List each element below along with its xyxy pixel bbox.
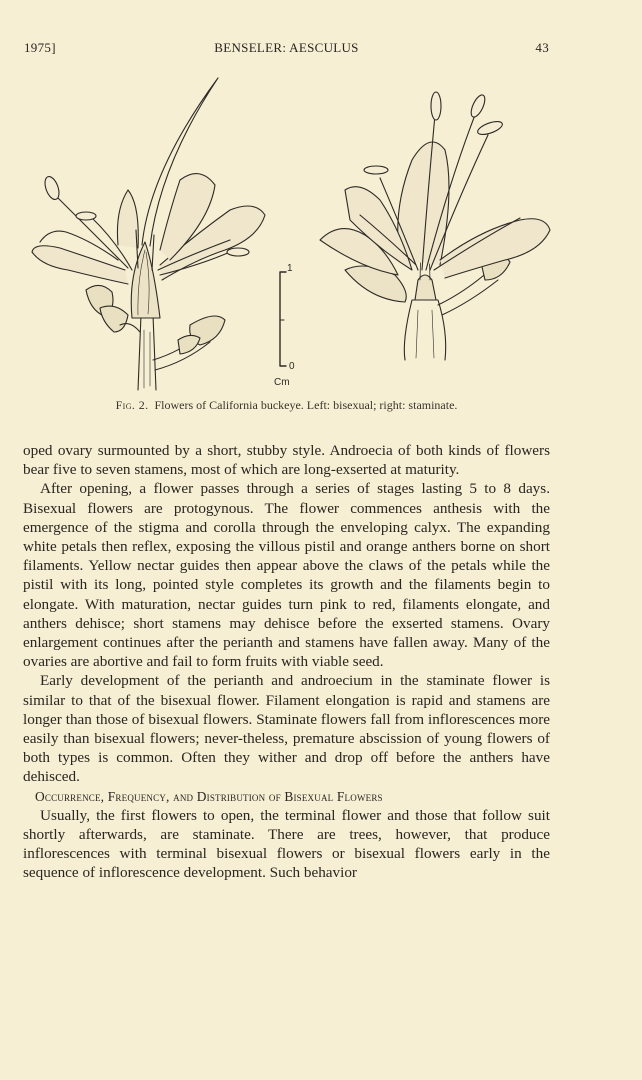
paragraph-4: Usually, the first flowers to open, the terminal flower and those that follow suit shortly afterwards, are staminate. There are trees, however, that produce inflorescences with terminal bisexual flowers or bisexual flowers early in the sequence of inflorescence development. Such behavior [23, 806, 550, 882]
figure-caption [24, 398, 549, 413]
figure-2 [20, 70, 560, 400]
section-heading: Occurrence, Frequency, and Distribution of Bisexual Flowers [35, 788, 383, 804]
scale-bottom-label: 0 [289, 361, 295, 372]
paragraph-3: Early development of the perianth and androecium in the staminate flower is similar to that of the bisexual flower. Filament elongation is rapid and stamens are longer than those of bisexual flowers. Staminate flowers fall from inflorescences more easily than bisexual flowers; never-theless, premature abscission of young flowers of both types is common. Often they wither and drop off before the anthers have dehisced. [23, 672, 550, 786]
scale-bar [280, 272, 286, 366]
figure-caption-text: Flowers of California buckeye. Left: bisexual; right: staminate. [154, 398, 458, 412]
bisexual-flower-drawing [32, 78, 265, 390]
header-title: BENSELER: AESCULUS [214, 40, 359, 55]
paragraph-2: After opening, a flower passes through a series of stages lasting 5 to 8 days. Bisexual flowers are protogynous. The flower commences anthesis with the emergence of the stigma and corolla through the enveloping calyx. The expanding white petals then reflex, exposing the villous pistil and orange anthers borne on short filaments. Yellow nectar guides then appear above the claws of the petals while the pistil with its long, pointed style completes its growth and the filaments begin to elongate. With maturation, nectar guides turn pink to red, filaments elongate, and anthers dehisce; short stamens may dehisce before the exserted stamens. Ovary enlargement continues after the perianth and stamens have fallen away. Many of the ovaries are abortive and fail to form fruits with viable seed. [23, 480, 550, 671]
staminate-flower-drawing [320, 92, 550, 360]
scale-unit-label: Cm [274, 377, 290, 388]
paragraph-1: oped ovary surmounted by a short, stubby style. Androecia of both kinds of flowers bear five to seven stamens, most of which are long-exserted at maturity. [23, 442, 550, 479]
figure-label: Fig. 2. [115, 398, 149, 412]
flower-illustration [20, 70, 560, 400]
scale-top-label: 1 [287, 263, 293, 274]
running-header [24, 40, 549, 58]
page-number: 43 [535, 40, 549, 55]
article-body [23, 441, 550, 883]
header-year: 1975] [24, 40, 56, 55]
